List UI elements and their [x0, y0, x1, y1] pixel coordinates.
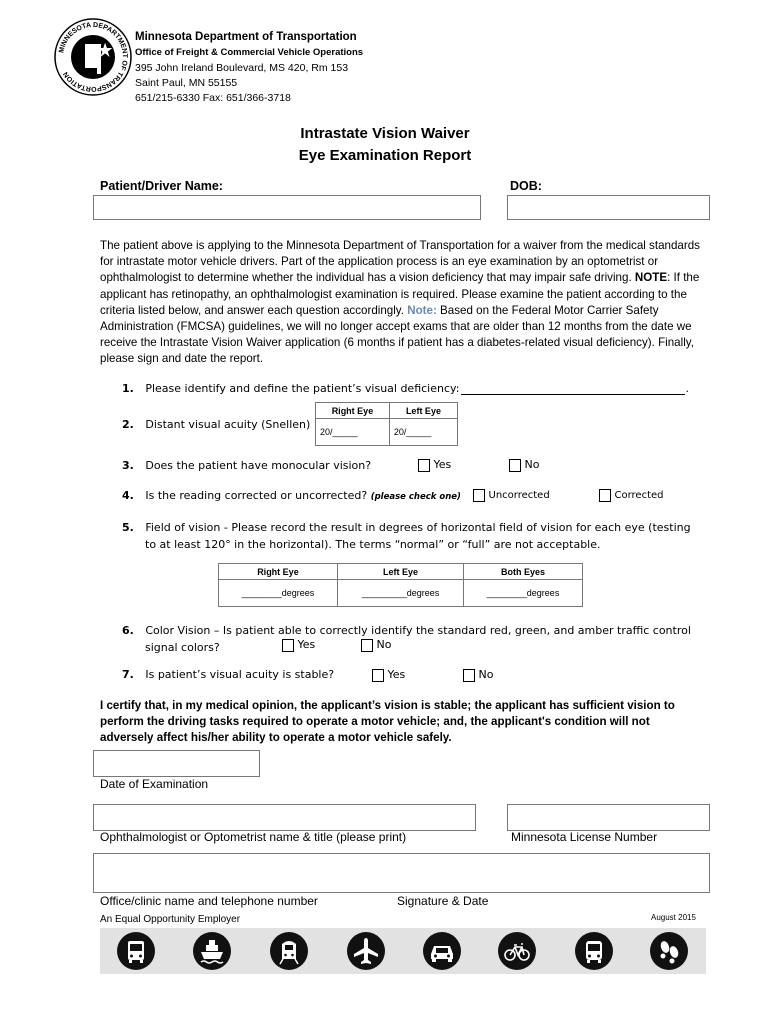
q4-corrected-checkbox[interactable]	[599, 489, 611, 502]
note-label-1: NOTE	[634, 271, 668, 285]
dob-label: DOB:	[510, 179, 542, 193]
airplane-icon	[347, 932, 385, 970]
fov-left-header: Left Eye	[337, 564, 463, 580]
q4-uncorrected-checkbox[interactable]	[473, 489, 485, 502]
q6-yes-option[interactable]: Yes	[282, 638, 315, 652]
address-line-1: 395 John Ireland Boulevard, MS 420, Rm 153	[135, 62, 349, 74]
license-number-label: Minnesota License Number	[511, 830, 658, 844]
intro-paragraph: The patient above is applying to the Minnesota Department of Transportation for a waiver from the medical standards for intrastate motor vehicle drivers. Part of the application process is an eye examination by an optometrist or ophthalmologist to determine whether the individual has a vision deficiency that may impair safe driving. NOTE: If the applicant has retinopathy, an ophthalmologist examination is required. Please examine the patient according to the criteria listed below, and answer each question accordingly. Note: Based on the Federal Motor Carrier Safety Administration (FMCSA) guidelines, we will no longer accept exams that are older than 12 months from the date we receive the Intrastate Vision Waiver application (6 months if patient has a diabetes-related visual deficiency). Finally, please sign and date the report.	[100, 239, 700, 366]
fov-both-header: Both Eyes	[464, 564, 583, 580]
q3-yes-option[interactable]: Yes	[418, 458, 451, 472]
deficiency-field[interactable]	[461, 394, 685, 395]
train-icon	[270, 932, 308, 970]
acuity-right-header: Right Eye	[316, 403, 390, 419]
acuity-left-header: Left Eye	[389, 403, 457, 419]
bus-icon	[117, 932, 155, 970]
q4-corrected-option[interactable]: Corrected	[599, 488, 664, 502]
certification-statement: I certify that, in my medical opinion, the applicant’s vision is stable; the applicant has sufficient vision to perform the driving tasks required to operate a motor vehicle; and, the applicant's condition will not adversely affect his/her ability to operate a motor vehicle safely.	[100, 699, 675, 744]
office-clinic-label: Office/clinic name and telephone number	[100, 894, 318, 908]
fov-left-value[interactable]: _________degrees	[337, 580, 463, 607]
question-7: 7. Is patient’s visual acuity is stable?	[122, 668, 335, 681]
ship-icon	[193, 932, 231, 970]
exam-date-label: Date of Examination	[100, 777, 209, 791]
field-of-vision-table	[218, 563, 583, 607]
note-label-2: Note:	[407, 303, 437, 317]
dob-field[interactable]	[507, 195, 710, 220]
doctor-name-label: Ophthalmologist or Optometrist name & title (please print)	[100, 830, 407, 844]
fov-right-value[interactable]: ________degrees	[219, 580, 338, 607]
org-name: Minnesota Department of Transportation	[135, 31, 357, 43]
office-signature-field[interactable]	[93, 853, 710, 893]
svg-text:MINNESOTA DEPARTMENT OF TRANSP: MINNESOTA DEPARTMENT OF TRANSPORTATION	[58, 21, 129, 93]
question-5: 5. Field of vision - Please record the result in degrees of horizontal field of vision for each eye (testing to at least 120° in the horizontal). The terms “normal” or “full” are not acceptable.	[122, 521, 691, 551]
signature-date-label: Signature & Date	[397, 894, 489, 908]
acuity-table	[315, 402, 458, 446]
footprints-icon	[650, 932, 688, 970]
q7-yes-checkbox[interactable]	[372, 669, 384, 682]
q6-no-checkbox[interactable]	[361, 639, 373, 652]
q7-yes-option[interactable]: Yes	[372, 668, 405, 682]
fov-both-value[interactable]: ________degrees	[464, 580, 583, 607]
bicycle-icon	[498, 932, 536, 970]
q3-no-option[interactable]: No	[509, 458, 539, 472]
acuity-left-value[interactable]: 20/_____	[389, 419, 457, 446]
patient-name-field[interactable]	[93, 195, 481, 220]
q6-yes-checkbox[interactable]	[282, 639, 294, 652]
address-line-2: Saint Paul, MN 55155	[135, 77, 238, 89]
q3-no-checkbox[interactable]	[509, 459, 521, 472]
title-line-2: Eye Examination Report	[298, 147, 472, 164]
eoe-text: An Equal Opportunity Employer	[100, 914, 241, 925]
q6-no-option[interactable]: No	[361, 638, 391, 652]
exam-date-field[interactable]	[93, 750, 260, 777]
revision-date: August 2015	[651, 913, 696, 922]
doctor-name-field[interactable]	[93, 804, 476, 831]
question-1: 1. Please identify and define the patient’s visual deficiency: .	[122, 382, 689, 395]
footer-icon-bar	[100, 928, 706, 974]
question-3: 3. Does the patient have monocular vision?	[122, 459, 372, 472]
q3-yes-checkbox[interactable]	[418, 459, 430, 472]
fov-right-header: Right Eye	[219, 564, 338, 580]
acuity-right-value[interactable]: 20/_____	[316, 419, 390, 446]
transit-bus-icon	[575, 932, 613, 970]
q7-no-checkbox[interactable]	[463, 669, 475, 682]
license-number-field[interactable]	[507, 804, 710, 831]
patient-name-label: Patient/Driver Name:	[100, 179, 223, 193]
mndot-logo	[52, 16, 134, 98]
q4-uncorrected-option[interactable]: Uncorrected	[473, 488, 550, 502]
office-name: Office of Freight & Commercial Vehicle Operations	[135, 47, 364, 58]
question-6: 6. Color Vision – Is patient able to correctly identify the standard red, green, and amber traffic control signal colors?	[122, 624, 691, 654]
phone-line: 651/215-6330 Fax: 651/366-3718	[135, 92, 291, 104]
question-2: 2. Distant visual acuity (Snellen)	[122, 418, 311, 431]
title-line-1: Intrastate Vision Waiver	[300, 125, 470, 142]
q7-no-option[interactable]: No	[463, 668, 493, 682]
car-icon	[423, 932, 461, 970]
question-4: 4. Is the reading corrected or uncorrected? (please check one)	[122, 489, 461, 502]
